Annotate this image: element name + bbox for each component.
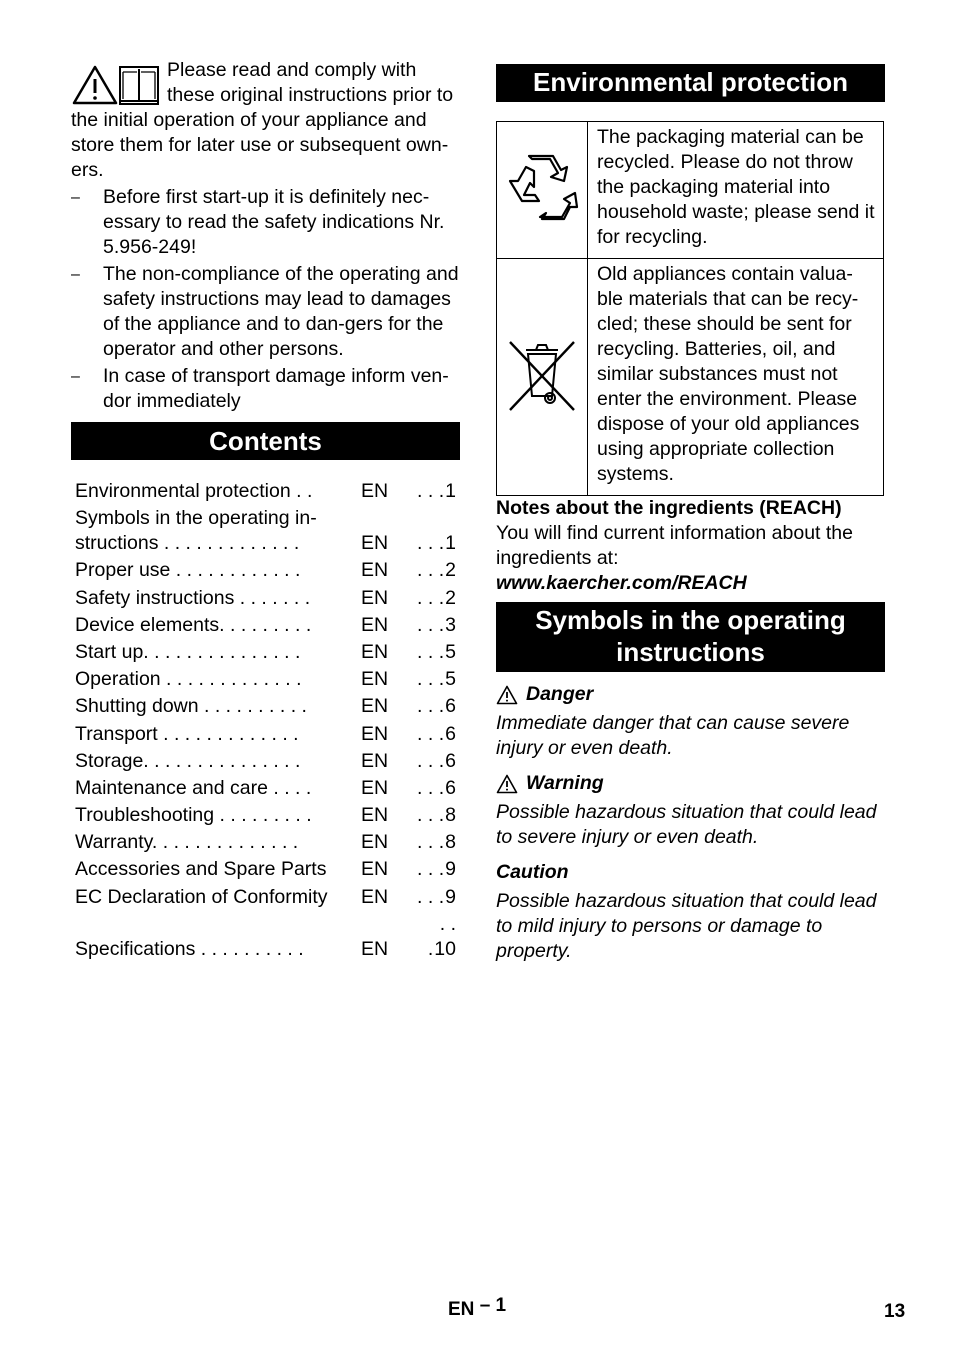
toc-page: . . . 3 bbox=[409, 613, 456, 638]
right-column bbox=[496, 64, 885, 964]
toc-row[interactable] bbox=[71, 776, 460, 801]
symbols-list bbox=[496, 682, 885, 964]
list-item: – In case of transport damage inform ven-dor immediately bbox=[71, 364, 460, 414]
toc-row[interactable] bbox=[71, 506, 460, 556]
toc-page: . . . 1 bbox=[409, 479, 456, 504]
environmental-protection-heading: Environmental protection bbox=[496, 64, 885, 102]
intro-section bbox=[71, 58, 460, 414]
toc-page: . . . 8 bbox=[409, 803, 456, 828]
danger-label: Danger bbox=[526, 683, 594, 705]
contents-heading: Contents bbox=[71, 422, 460, 460]
page-number: 13 bbox=[884, 1301, 906, 1322]
toc-lang: EN bbox=[361, 586, 389, 609]
toc-lang: EN bbox=[361, 668, 389, 691]
left-column bbox=[71, 58, 460, 962]
toc-row[interactable] bbox=[71, 479, 460, 504]
warning-label: Warning bbox=[526, 772, 604, 794]
toc-lang: EN bbox=[361, 776, 389, 799]
toc-page: . . . 10 bbox=[409, 912, 456, 962]
toc-page: . . . 9 bbox=[409, 885, 456, 910]
intro-bullet-list bbox=[71, 185, 460, 414]
toc-title: Specifications . . . . . . . . . . bbox=[75, 937, 304, 960]
recycle-icon bbox=[504, 149, 580, 225]
toc-title: Proper use . . . . . . . . . . . . bbox=[75, 559, 301, 582]
toc-title: Storage. . . . . . . . . . . . . . . bbox=[75, 749, 301, 772]
old-appliances-text: Old appliances contain valua-ble materials that can be recy-cled; these should be sent for recycling. Batteries, oil, and similar substances must not enter the environment. Please dispose of your old appliances using appropriate collection systems. bbox=[588, 259, 884, 496]
toc-title: Device elements. . . . . . . . . bbox=[75, 613, 312, 636]
danger-text: Immediate danger that can cause severe injury or even death. bbox=[496, 712, 850, 759]
toc-page: . . . 2 bbox=[409, 586, 456, 611]
toc-page: . . . 8 bbox=[409, 830, 456, 855]
toc-page: . . . 6 bbox=[409, 749, 456, 774]
toc-title: EC Declaration of Conformity bbox=[75, 885, 328, 908]
toc-title: Symbols in the operating in- structions . . . . . . . . . . . . . bbox=[75, 507, 317, 555]
toc-page: . . . 9 bbox=[409, 857, 456, 882]
toc-row[interactable] bbox=[71, 586, 460, 611]
toc-title: Warranty. . . . . . . . . . . . . . bbox=[75, 831, 299, 854]
toc-page: . . . 2 bbox=[409, 558, 456, 583]
toc-title: Shutting down . . . . . . . . . . bbox=[75, 695, 307, 718]
toc-row[interactable] bbox=[71, 857, 460, 882]
toc-row[interactable] bbox=[71, 912, 460, 962]
intro-text: Please read and comply with these original instructions prior to the initial operation of your appliance and store them for later use or subsequent own-ers. bbox=[71, 59, 454, 181]
toc-lang: EN bbox=[361, 831, 389, 854]
toc-page: . . . 6 bbox=[409, 776, 456, 801]
toc-row[interactable] bbox=[71, 613, 460, 638]
manual-book-icon bbox=[120, 67, 158, 104]
warning-triangle-icon bbox=[496, 685, 518, 705]
caution-text: Possible hazardous situation that could lead to mild injury to persons or damage to property. bbox=[496, 890, 877, 962]
footer-dash-page: – 1 bbox=[479, 1295, 507, 1316]
environment-table bbox=[496, 121, 884, 496]
list-item: – Before first start-up it is definitely nec-essary to read the safety indications Nr. 5.956-249! bbox=[71, 185, 460, 260]
toc-lang: EN bbox=[361, 858, 389, 881]
toc-lang: EN bbox=[361, 749, 389, 772]
toc-lang: EN bbox=[361, 937, 389, 960]
toc-title: Safety instructions . . . . . . . bbox=[75, 586, 311, 609]
toc-row[interactable] bbox=[71, 640, 460, 665]
table-of-contents bbox=[71, 479, 460, 962]
reach-section bbox=[496, 496, 885, 596]
toc-lang: EN bbox=[361, 559, 389, 582]
toc-page: . . . 6 bbox=[409, 722, 456, 747]
toc-page: . . . 6 bbox=[409, 694, 456, 719]
toc-row[interactable] bbox=[71, 803, 460, 828]
toc-title: Start up. . . . . . . . . . . . . . . bbox=[75, 640, 301, 663]
warning-triangle-icon bbox=[496, 774, 518, 794]
toc-lang: EN bbox=[361, 695, 389, 718]
toc-title: Environmental protection . . bbox=[75, 480, 313, 502]
toc-page: . . . 5 bbox=[409, 640, 456, 665]
warning-text: Possible hazardous situation that could lead to severe injury or even death. bbox=[496, 801, 877, 848]
toc-row[interactable] bbox=[71, 722, 460, 747]
toc-row[interactable] bbox=[71, 830, 460, 855]
table-row bbox=[497, 259, 884, 496]
warning-triangle-icon bbox=[74, 67, 116, 103]
toc-title: Maintenance and care . . . . bbox=[75, 776, 312, 799]
toc-row[interactable] bbox=[71, 694, 460, 719]
toc-lang: EN bbox=[361, 804, 389, 827]
toc-row[interactable] bbox=[71, 558, 460, 583]
toc-lang: EN bbox=[361, 480, 389, 502]
reach-link[interactable]: www.kaercher.com/REACH bbox=[496, 572, 747, 594]
warning-title bbox=[496, 771, 885, 796]
symbols-heading: Symbols in the operating instructions bbox=[496, 602, 885, 672]
toc-lang: EN bbox=[361, 885, 389, 908]
reach-text: You will find current information about the ingredients at: bbox=[496, 522, 853, 569]
caution-title bbox=[496, 860, 885, 885]
toc-lang: EN bbox=[361, 640, 389, 663]
danger-title bbox=[496, 682, 885, 707]
table-row bbox=[497, 122, 884, 259]
toc-lang: EN bbox=[361, 613, 389, 636]
toc-title: Accessories and Spare Parts bbox=[75, 858, 327, 881]
toc-row[interactable] bbox=[71, 749, 460, 774]
packaging-recycling-text: The packaging material can be recycled. Please do not throw the packaging material into household waste; please send it for recycling. bbox=[588, 122, 884, 259]
toc-title: Troubleshooting . . . . . . . . . bbox=[75, 804, 312, 827]
recycle-icon-cell bbox=[497, 122, 588, 259]
toc-title: Operation . . . . . . . . . . . . . bbox=[75, 668, 302, 691]
crossed-bin-icon-cell bbox=[497, 259, 588, 496]
toc-title: Transport . . . . . . . . . . . . . bbox=[75, 722, 299, 745]
toc-row[interactable] bbox=[71, 885, 460, 910]
intro-icons bbox=[71, 64, 163, 106]
toc-page: . . . 1 bbox=[409, 531, 456, 556]
footer-section-label bbox=[448, 1297, 506, 1322]
toc-page: . . . 5 bbox=[409, 667, 456, 692]
toc-lang: EN bbox=[361, 532, 389, 555]
crossed-bin-icon bbox=[504, 334, 580, 414]
toc-lang: EN bbox=[361, 722, 389, 745]
reach-title: Notes about the ingredients (REACH) bbox=[496, 497, 842, 519]
caution-label: Caution bbox=[496, 861, 569, 883]
toc-row[interactable] bbox=[71, 667, 460, 692]
list-item: – The non-compliance of the operating and safety instructions may lead to damages of the appliance and to dan-gers for the operator and other persons. bbox=[71, 262, 460, 362]
footer-lang: EN bbox=[448, 1299, 475, 1320]
